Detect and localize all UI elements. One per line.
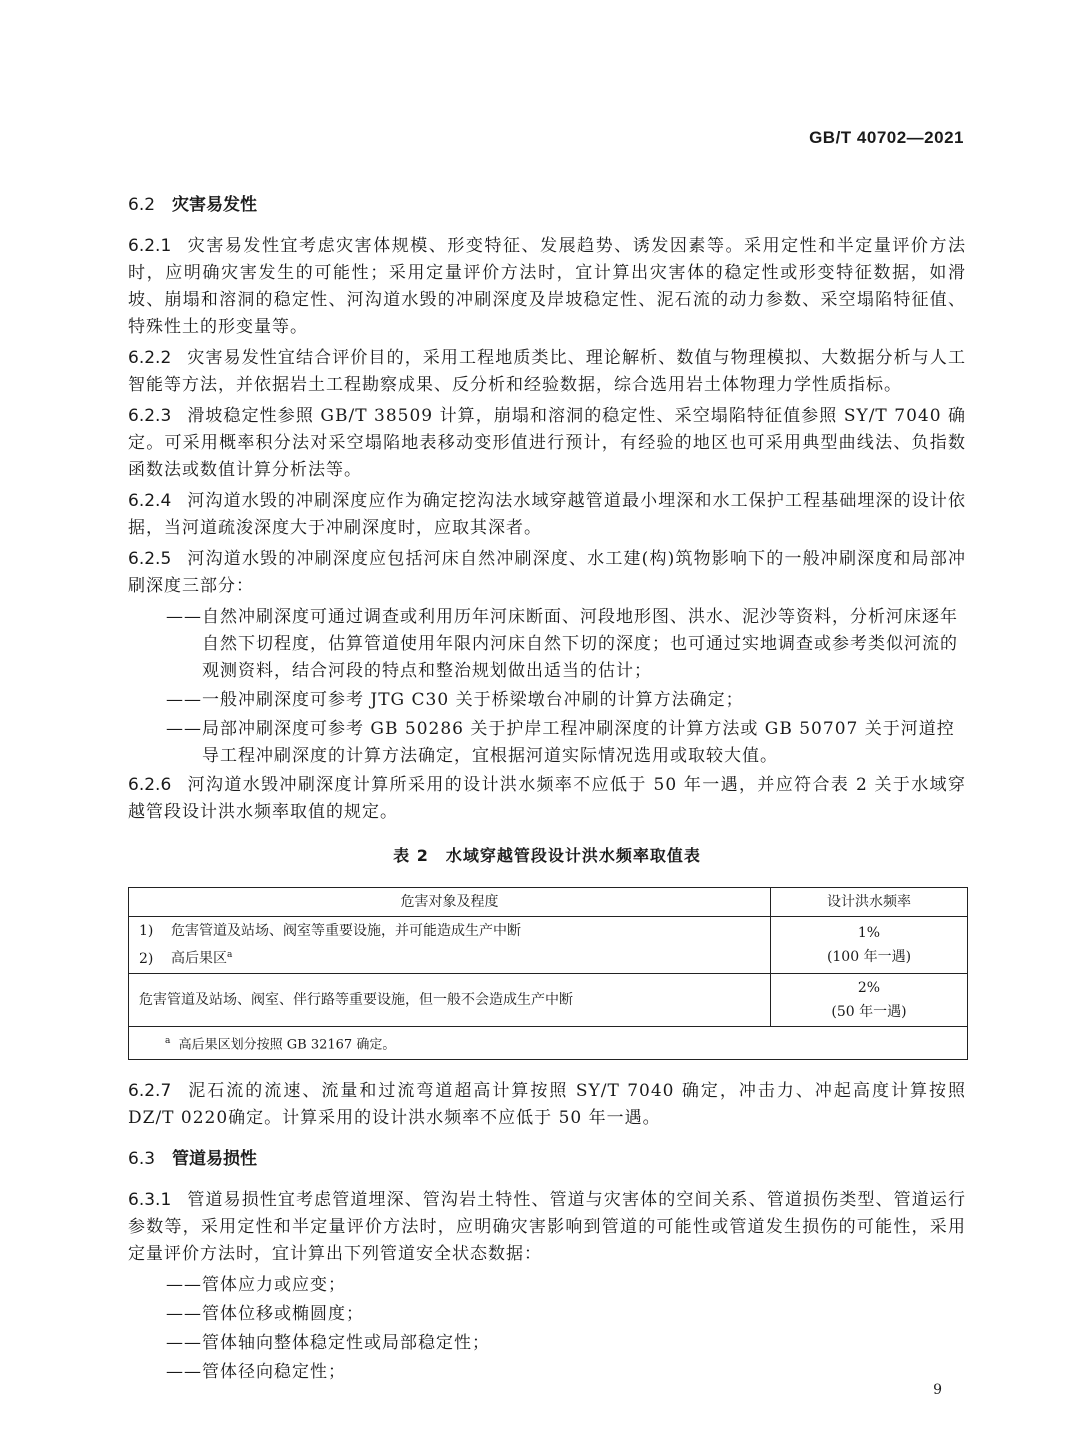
table-cell: [771, 917, 968, 974]
list-item: ——管体轴向整体稳定性或局部稳定性；: [166, 1332, 490, 1353]
clause-number: 6.2.1: [128, 236, 172, 256]
cell-text: 高后果区: [171, 950, 227, 967]
section-title: 管道易损性: [172, 1148, 257, 1169]
list-item: ——一般冲刷深度可参考 JTG C30 关于桥梁墩台冲刷的计算方法确定；: [166, 690, 744, 710]
section-title: 灾害易发性: [172, 195, 257, 215]
frequency-value: 2%: [857, 979, 881, 996]
table-2: [128, 887, 968, 1060]
clause-text: 管道易损性宜考虑管道埋深、管沟岩土特性、管道与灾害体的空间关系、管道损伤类型、管道运行参数等，采用定性和半定量评价方法时，应明确灾害影响到管道的可能性或管道发生损伤的可能性，采用定量评价方法时，宜计算出下列管道安全状态数据：: [128, 1189, 966, 1264]
clause-text: 河沟道水毁冲刷深度计算所采用的设计洪水频率不应低于 50 年一遇，并应符合表 2 关于水域穿越管段设计洪水频率取值的规定。: [128, 775, 966, 822]
clause-6-2-7: [128, 1078, 966, 1132]
table-header-row: [129, 888, 968, 917]
frequency-value: 1%: [857, 924, 881, 941]
table-row: [129, 917, 968, 974]
clause-6-2-2: [128, 345, 966, 399]
clause-number: 6.3.1: [128, 1189, 172, 1210]
cell-text: 危害管道及站场、阀室等重要设施，并可能造成生产中断: [171, 923, 521, 939]
section-6-3-heading: [128, 1146, 966, 1173]
item-number: 2): [139, 950, 154, 967]
note-text: 高后果区划分按照 GB 32167 确定。: [178, 1036, 396, 1052]
section-number: 6.2: [128, 195, 156, 215]
page-number: 9: [933, 1382, 942, 1398]
list-item: ——管体应力或应变；: [166, 1274, 346, 1295]
section-6-2-heading: [128, 192, 966, 219]
footnote-marker: a: [165, 1035, 171, 1046]
table-cell: [771, 973, 968, 1026]
clause-6-3-1: [128, 1187, 966, 1268]
table-2-title: 表 2 水域穿越管段设计洪水频率取值表: [393, 846, 701, 865]
table-cell: [129, 917, 771, 974]
list-item: ——管体径向稳定性；: [166, 1361, 346, 1382]
standard-number: GB/T 40702—2021: [809, 128, 964, 147]
table-header-cell: 设计洪水频率: [771, 888, 968, 917]
clause-text: 河沟道水毁的冲刷深度应作为确定挖沟法水域穿越管道最小埋深和水工保护工程基础埋深的设计依据，当河道疏浚深度大于冲刷深度时，应取其深者。: [128, 491, 966, 538]
clause-6-2-5: [128, 546, 966, 600]
list-item: ——管体位移或椭圆度；: [166, 1303, 364, 1324]
clause-number: 6.2.2: [128, 348, 172, 368]
clause-number: 6.2.5: [128, 549, 172, 569]
clause-text: 灾害易发性宜结合评价目的，采用工程地质类比、理论解析、数值与物理模拟、大数据分析与人工智能等方法，并依据岩土工程勘察成果、反分析和经验数据，综合选用岩土体物理力学性质指标。: [128, 348, 966, 395]
item-number: 1): [139, 923, 154, 939]
clause-6-2-1: [128, 233, 966, 341]
clause-number: 6.2.4: [128, 491, 172, 511]
clause-number: 6.2.3: [128, 406, 172, 426]
clause-text: 河沟道水毁的冲刷深度应包括河床自然冲刷深度、水工建(构)筑物影响下的一般冲刷深度和局部冲刷深度三部分：: [128, 549, 966, 596]
clause-number: 6.2.6: [128, 775, 172, 795]
clause-text: 泥石流的流速、流量和过流弯道超高计算按照 SY/T 7040 确定，冲击力、冲起高度计算按照 DZ/T 0220确定。计算采用的设计洪水频率不应低于 50 年一遇。: [128, 1080, 966, 1128]
frequency-return-period: (50 年一遇): [831, 1003, 907, 1020]
page-content: [128, 188, 966, 1388]
clause-text: 滑坡稳定性参照 GB/T 38509 计算，崩塌和溶洞的稳定性、采空塌陷特征值参照 SY/T 7040 确定。可采用概率积分法对采空塌陷地表移动变形值进行预计，有经验的地区也可采用典型曲线法、负指数函数法或数值计算分析法等。: [128, 406, 966, 480]
table-header-cell: 危害对象及程度: [129, 888, 771, 917]
footnote-marker: a: [227, 950, 233, 960]
table-cell: 危害管道及站场、阀室、伴行路等重要设施，但一般不会造成生产中断: [129, 973, 771, 1026]
clause-6-2-3: [128, 403, 966, 484]
table-row: [129, 973, 968, 1026]
clause-6-2-4: [128, 488, 966, 542]
clause-number: 6.2.7: [128, 1080, 172, 1101]
table-note: [129, 1026, 968, 1059]
clause-text: 灾害易发性宜考虑灾害体规模、形变特征、发展趋势、诱发因素等。采用定性和半定量评价方法时，应明确灾害发生的可能性；采用定量评价方法时，宜计算出灾害体的稳定性或形变特征数据，如滑坡、崩塌和溶洞的稳定性、河沟道水毁的冲刷深度及岸坡稳定性、泥石流的动力参数、采空塌陷特征值、特殊性土的形变量等。: [128, 236, 966, 337]
list-item: ——自然冲刷深度可通过调查或利用历年河床断面、河段地形图、洪水、泥沙等资料，分析河床逐年自然下切程度，估算管道使用年限内河床自然下切的深度；也可通过实地调查或参考类似河流的观测资料，结合河段的特点和整治规划做出适当的估计；: [166, 607, 958, 681]
clause-6-2-6: [128, 772, 966, 826]
section-number: 6.3: [128, 1148, 156, 1169]
table-note-row: [129, 1026, 968, 1059]
list-item: ——局部冲刷深度可参考 GB 50286 关于护岸工程冲刷深度的计算方法或 GB 50707 关于河道控导工程冲刷深度的计算方法确定，宜根据河道实际情况选用或取较大值。: [166, 719, 955, 766]
frequency-return-period: (100 年一遇): [826, 948, 912, 965]
